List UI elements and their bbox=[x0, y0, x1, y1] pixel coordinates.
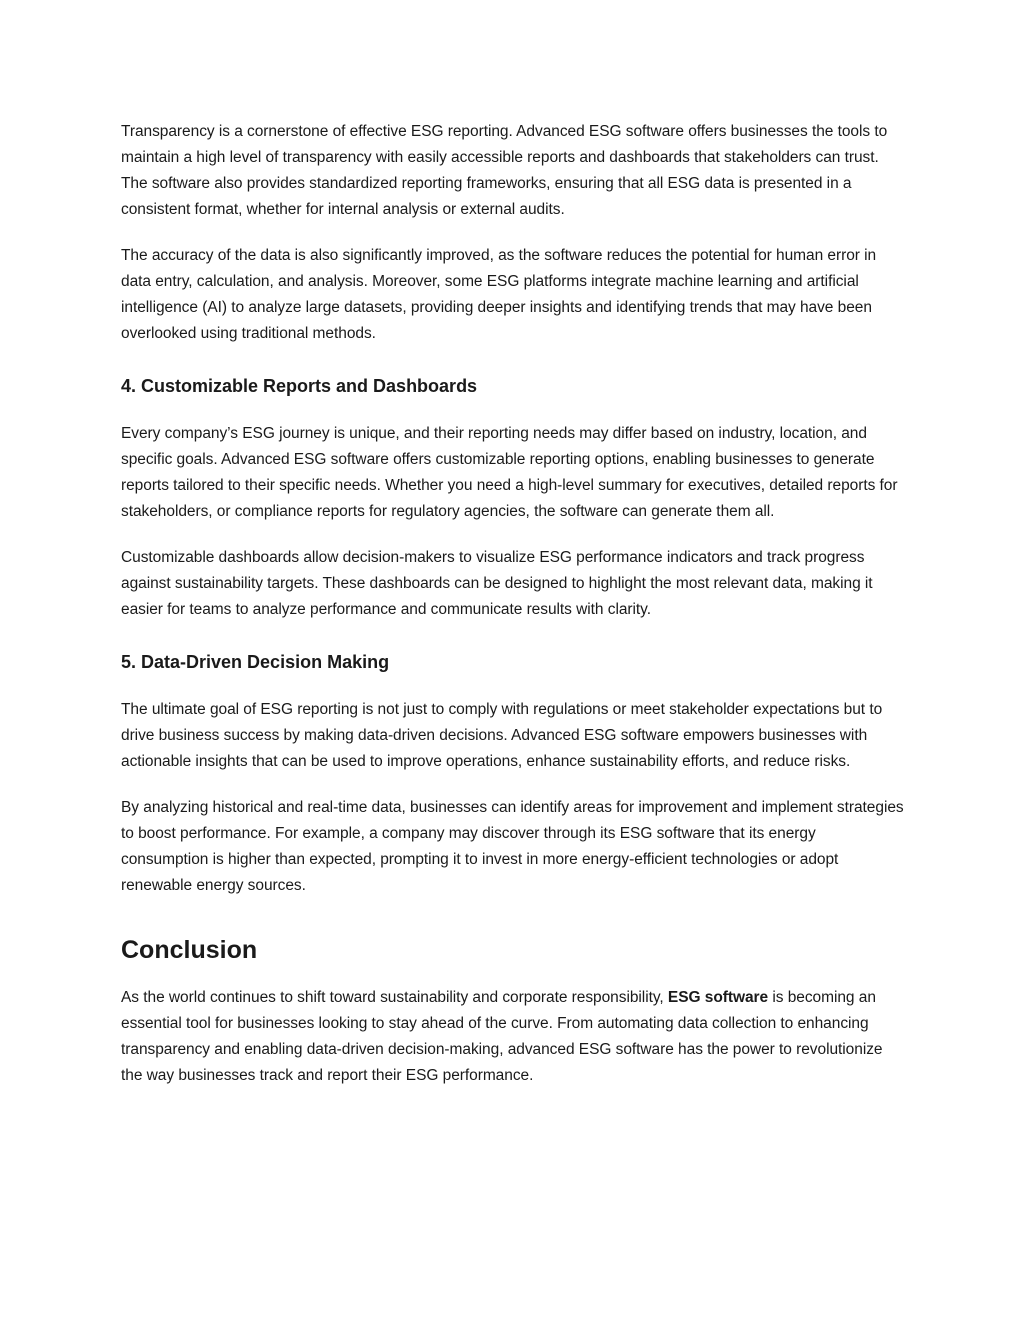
paragraph-conclusion bbox=[121, 985, 905, 1089]
conclusion-text-after: is becoming an essential tool for businesses looking to stay ahead of the curve. From automating data collection to enhancing transparency and enabling data-driven decision-making, advanced ESG software has the power to revolutionize the way businesses track and report their ESG performance. bbox=[121, 989, 883, 1084]
paragraph-accuracy: The accuracy of the data is also significantly improved, as the software reduces the potential for human error in data entry, calculation, and analysis. Moreover, some ESG platforms integrate machine learning and artificial intelligence (AI) to analyze large datasets, providing deeper insights and identifying trends that may have been overlooked using traditional methods. bbox=[121, 247, 877, 342]
section-heading-customizable-reports: 4. Customizable Reports and Dashboards bbox=[121, 376, 478, 396]
paragraph-transparency: Transparency is a cornerstone of effective ESG reporting. Advanced ESG software offers businesses the tools to maintain a high level of transparency with easily accessible reports and dashboards that stakeholders can trust. The software also provides standardized reporting frameworks, ensuring that all ESG data is presented in a consistent format, whether for internal analysis or external audits. bbox=[121, 123, 888, 218]
conclusion-heading: Conclusion bbox=[121, 936, 258, 964]
paragraph-customizable-reports-2: Customizable dashboards allow decision-makers to visualize ESG performance indicators and track progress against sustainability targets. These dashboards can be designed to highlight the most relevant data, making it easier for teams to analyze performance and communicate results with clarity. bbox=[121, 549, 873, 618]
paragraph-data-driven-2: By analyzing historical and real-time data, businesses can identify areas for improvement and implement strategies to boost performance. For example, a company may discover through its ESG software that its energy consumption is higher than expected, prompting it to invest in more energy-efficient technologies or adopt renewable energy sources. bbox=[121, 799, 904, 894]
conclusion-bold-term: ESG software bbox=[667, 989, 769, 1006]
section-heading-data-driven: 5. Data-Driven Decision Making bbox=[121, 652, 390, 672]
paragraph-customizable-reports-1: Every company’s ESG journey is unique, and their reporting needs may differ based on industry, location, and specific goals. Advanced ESG software offers customizable reporting options, enabling businesses to generate reports tailored to their specific needs. Whether you need a high-level summary for executives, detailed reports for stakeholders, or compliance reports for regulatory agencies, the software can generate them all. bbox=[121, 425, 898, 520]
paragraph-data-driven-1: The ultimate goal of ESG reporting is not just to comply with regulations or meet stakeholder expectations but to drive business success by making data-driven decisions. Advanced ESG software empowers businesses with actionable insights that can be used to improve operations, enhance sustainability efforts, and reduce risks. bbox=[121, 701, 883, 770]
document-page bbox=[121, 119, 905, 1089]
conclusion-text-before: As the world continues to shift toward sustainability and corporate responsibility, bbox=[121, 989, 668, 1006]
